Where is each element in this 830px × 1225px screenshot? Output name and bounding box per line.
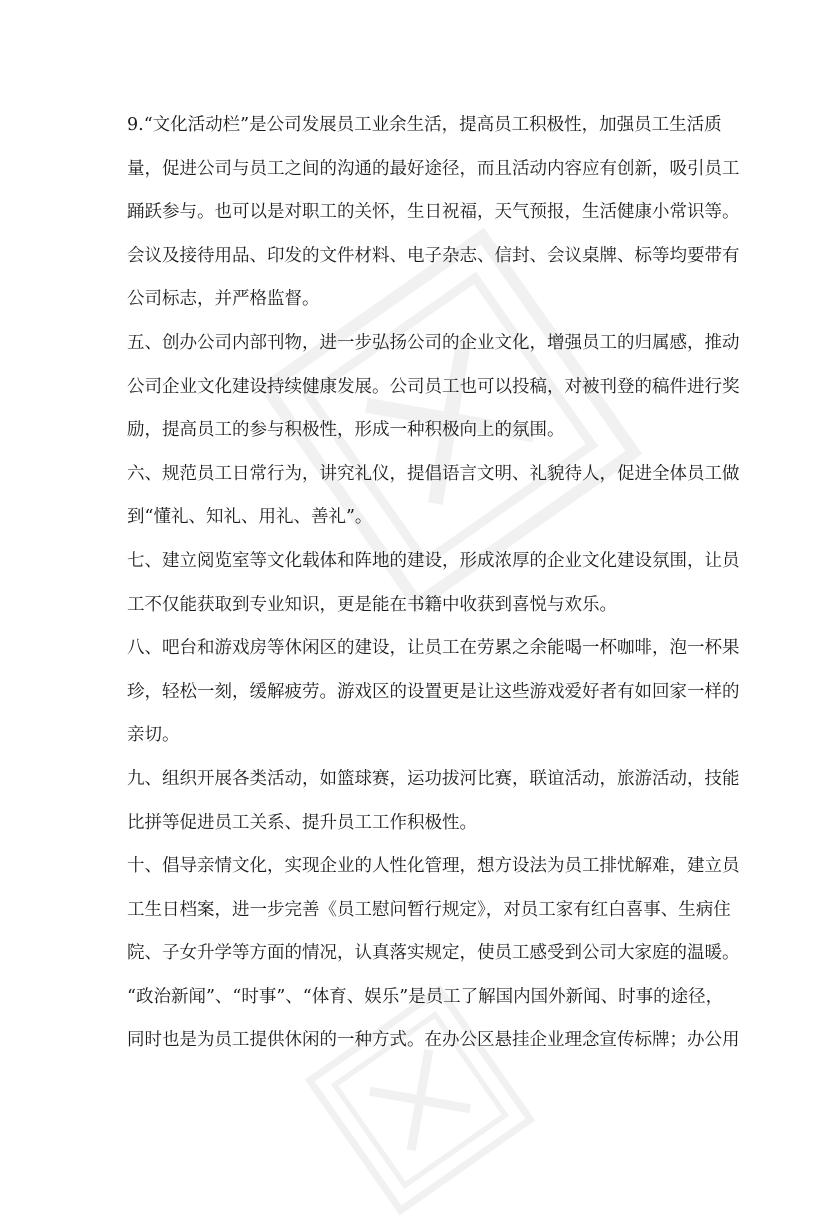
document-body: [127, 104, 740, 1063]
text-line: 院、子女升学等方面的情况，认真落实规定，使员工感受到公司大家庭的温暖。: [127, 943, 740, 964]
text-line: 踊跃参与。也可以是对职工的关怀，生日祝福，天气预报，生活健康小常识等。: [127, 202, 740, 223]
text-line: 同时也是为员工提供休闲的一种方式。在办公区悬挂企业理念宣传标牌；办公用: [127, 1030, 740, 1051]
text-line: 励，提高员工的参与积极性，形成一种积极向上的氛围。: [127, 420, 565, 441]
text-line: 工生日档案，进一步完善《员工慰问暂行规定》，对员工家有红白喜事、生病住: [127, 899, 731, 920]
text-line: 工不仅能获取到专业知识，更是能在书籍中收获到喜悦与欢乐。: [127, 594, 617, 615]
text-line: 九、组织开展各类活动，如篮球赛，运功拔河比赛，联谊活动，旅游活动，技能: [127, 768, 740, 789]
text-line: 到“懂礼、知礼、用礼、善礼”。: [127, 507, 373, 528]
text-line: 比拼等促进员工关系、提升员工工作积极性。: [127, 812, 477, 833]
text-line: “政治新闻”、“时事”、“体育、娱乐”是员工了解国内国外新闻、时事的途径，: [127, 986, 724, 1007]
text-line: 量，促进公司与员工之间的沟通的最好途径，而且活动内容应有创新，吸引员工: [127, 158, 740, 179]
text-line: 9.“文化活动栏”是公司发展员工业余生活，提高员工积极性，加强员工生活质: [127, 115, 722, 135]
text-line: 十、倡导亲情文化，实现企业的人性化管理，想方设法为员工排忧解难，建立员: [127, 856, 740, 877]
text-line: 珍，轻松一刻，缓解疲劳。游戏区的设置更是让这些游戏爱好者有如回家一样的: [127, 681, 740, 702]
text-line: 六、规范员工日常行为，讲究礼仪，提倡语言文明、礼貌待人，促进全体员工做: [127, 463, 740, 484]
text-line: 五、创办公司内部刊物，进一步弘扬公司的企业文化，增强员工的归属感，推动: [127, 332, 740, 353]
text-line: 亲切。: [127, 725, 180, 746]
text-line: 七、建立阅览室等文化载体和阵地的建设，形成浓厚的企业文化建设氛围，让员: [127, 550, 740, 571]
text-line: 公司标志，并严格监督。: [127, 289, 320, 310]
text-line: 八、吧台和游戏房等休闲区的建设，让员工在劳累之余能喝一杯咖啡，泡一杯果: [127, 638, 740, 659]
text-line: 公司企业文化建设持续健康发展。公司员工也可以投稿，对被刊登的稿件进行奖: [127, 376, 740, 397]
text-line: 会议及接待用品、印发的文件材料、电子杂志、信封、会议桌牌、标等均要带有: [127, 245, 740, 266]
